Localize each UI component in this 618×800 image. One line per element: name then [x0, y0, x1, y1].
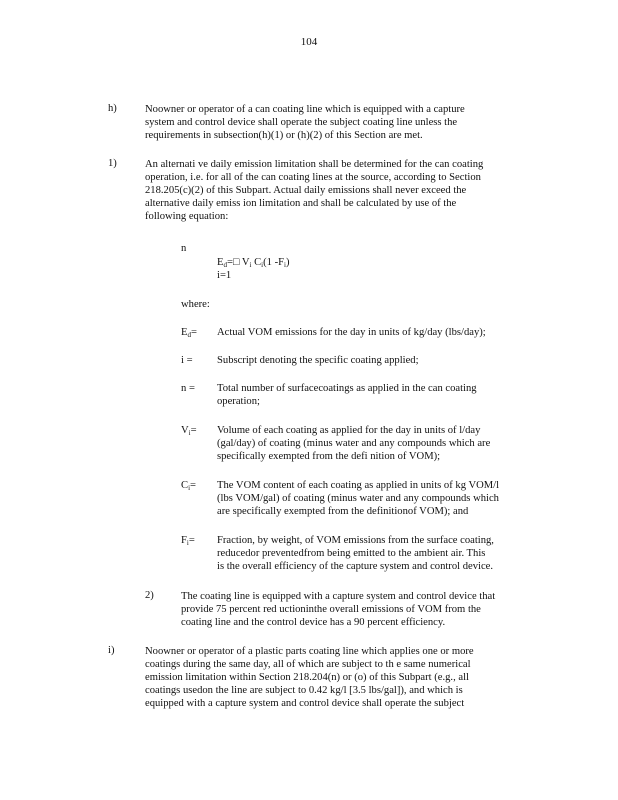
section-label-2: 2) — [145, 590, 154, 601]
eq-c-sub: i — [261, 261, 264, 269]
where-label: where: — [181, 299, 210, 310]
definition-text: is the overall efficiency of the capture system and control device. — [217, 561, 494, 572]
definition-text: (lbs VOM/gal) of coating (minus water and any compounds which — [217, 493, 499, 504]
eq-lhs-sub: d — [223, 261, 227, 269]
summation-upper-limit: n — [181, 243, 187, 254]
text-line: following equation: — [145, 211, 229, 222]
definition-text: operation; — [217, 396, 260, 407]
definition-text: Actual VOM emissions for the day in units of kg/day (lbs/day); — [217, 327, 486, 338]
eq-f-sub: i — [284, 261, 286, 269]
definition-term: $F_i=$ — [181, 535, 195, 547]
definition-term: $V_i=$ — [181, 425, 197, 437]
text-line: emission limitation within Section 218.204(n) or (o) of this Subpart (e.g., all — [145, 672, 469, 683]
definition-term: $E_d=$ — [181, 327, 197, 339]
eq-v-sub: i — [249, 261, 252, 269]
text-line: The coating line is equipped with a capture system and control device that — [181, 591, 496, 602]
section-label-h: h) — [108, 103, 117, 114]
text-line: Noowner or operator of a plastic parts coating line which applies one or more — [145, 646, 474, 657]
page-number: 104 — [300, 36, 318, 48]
definition-text: The VOM content of each coating as applied in units of kg VOM/l — [217, 480, 500, 491]
eq-c: C — [254, 257, 262, 268]
definition-text: specifically exempted from the defi nition of VOM); — [217, 451, 441, 462]
eq-close: ) — [285, 257, 290, 268]
definition-text: Fraction, by weight, of VOM emissions from the surface coating, — [217, 535, 494, 546]
definition-text: Volume of each coating as applied for the day in units of l/day — [217, 425, 481, 436]
text-line: system and control device shall operate the subject coating line unless the — [145, 117, 458, 128]
text-line: coatings usedon the line are subject to 0.42 kg/l [3.5 lbs/gal]), and which is — [145, 685, 463, 696]
text-line: alternative daily emiss ion limitation and shall be calculated by use of the — [145, 198, 457, 209]
section-label-1: 1) — [108, 158, 117, 169]
definition-text: (gal/day) of coating (minus water and any compounds which are — [217, 438, 491, 449]
definition-text: reducedor preventedfrom being emitted to the ambient air. This — [217, 548, 486, 559]
definition-term: n = — [181, 383, 195, 394]
definition-text: Subscript denoting the specific coating applied; — [217, 355, 419, 366]
eq-mid: =□ V — [226, 257, 250, 268]
section-label-i: i) — [108, 645, 115, 656]
summation-lower-limit: i=1 — [217, 270, 232, 281]
text-line: coatings during the same day, all of which are subject to th e same numerical — [145, 659, 471, 670]
eq-paren: (1 -F — [263, 257, 285, 268]
definition-term: i = — [181, 355, 193, 366]
definition-term: $C_i=$ — [181, 480, 197, 492]
text-line: coating line and the control device has a 90 percent efficiency. — [181, 617, 446, 628]
eq-lhs: E — [217, 257, 224, 268]
text-line: operation, i.e. for all of the can coating lines at the source, according to Section — [145, 172, 481, 183]
text-line: An alternati ve daily emission limitation shall be determined for the can coating — [145, 159, 484, 170]
definition-text: are specifically exempted from the definitionof VOM); and — [217, 506, 469, 517]
text-line: provide 75 percent red uctioninthe overall emissions of VOM from the — [181, 604, 481, 615]
text-line: Noowner or operator of a can coating line which is equipped with a capture — [145, 104, 465, 115]
text-line: 218.205(c)(2) of this Subpart. Actual daily emissions shall never exceed the — [145, 185, 467, 196]
definition-text: Total number of surfacecoatings as applied in the can coating — [217, 383, 477, 394]
text-line: equipped with a capture system and control device shall operate the subject — [145, 698, 465, 709]
text-line: requirements in subsection(h)(1) or (h)(2) of this Section are met. — [145, 130, 423, 141]
